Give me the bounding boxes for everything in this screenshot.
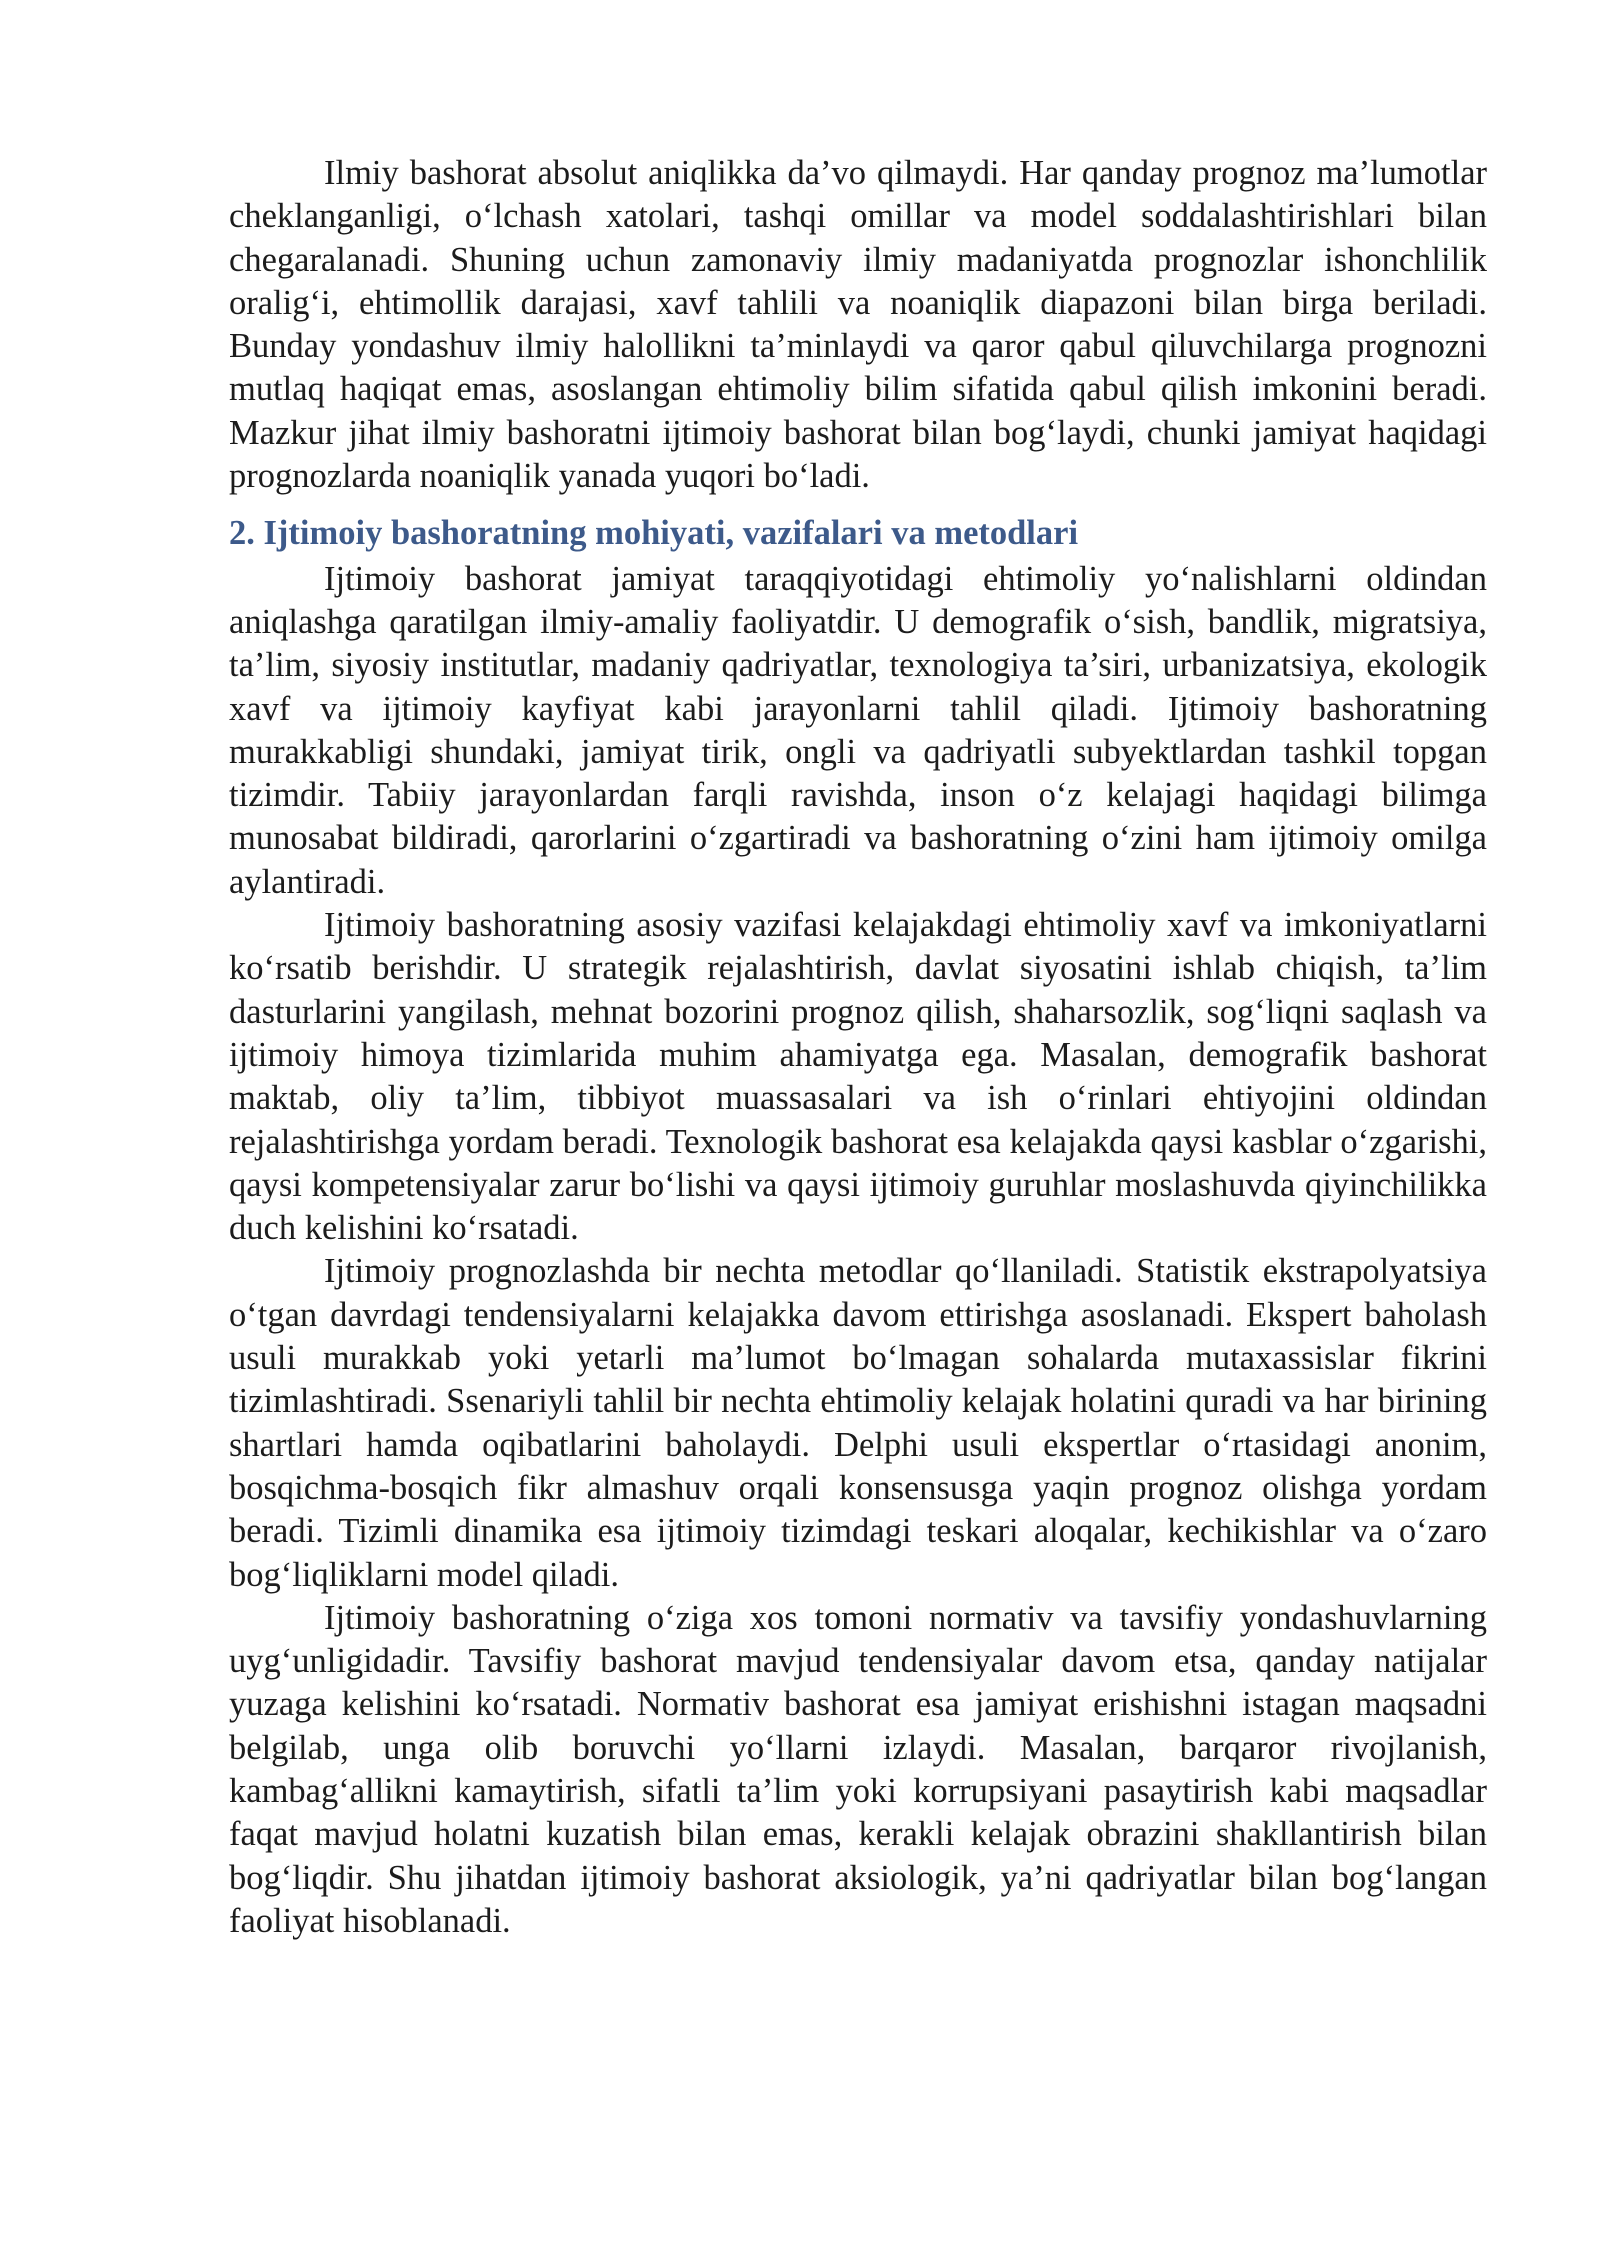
document-page [229,152,1487,1943]
section-heading: 2. Ijtimoiy bashoratning mohiyati, vazifalari va metodlari [229,514,1079,553]
paragraph: Ijtimoiy prognozlashda bir nechta metodlar qo‘llaniladi. Statistik ekstrapolyatsiya o‘tgan davrdagi tendensiyalarni kelajakka davom ettirishga asoslanadi. Ekspert baholash usuli murakkab yoki yetarli ma’lumot bo‘lmagan sohalarda mutaxassislar fikrini tizimlashtiradi. Ssenariyli tahlil bir nechta ehtimoliy kelajak holatini quradi va har birining shartlari hamda oqibatlarini baholaydi. Delphi usuli ekspertlar o‘rtasidagi anonim, bosqichma-bosqich fikr almashuv orqali konsensusga yaqin prognoz olishga yordam beradi. Tizimli dinamika esa ijtimoiy tizimdagi teskari aloqalar, kechikishlar va o‘zaro bog‘liqliklarni model qiladi. [229,1252,1487,1594]
paragraph: Ijtimoiy bashorat jamiyat taraqqiyotidagi ehtimoliy yo‘nalishlarni oldindan aniqlashga qaratilgan ilmiy-amaliy faoliyatdir. U demografik o‘sish, bandlik, migratsiya, ta’lim, siyosiy institutlar, madaniy qadriyatlar, texnologiya ta’siri, urbanizatsiya, ekologik xavf va ijtimoiy kayfiyat kabi jarayonlarni tahlil qiladi. Ijtimoiy bashoratning murakkabligi shundaki, jamiyat tirik, ongli va qadriyatli subyektlardan tashkil topgan tizimdir. Tabiiy jarayonlardan farqli ravishda, inson o‘z kelajagi haqidagi bilimga munosabat bildiradi, qarorlarini o‘zgartiradi va bashoratning o‘zini ham ijtimoiy omilga aylantiradi. [229,559,1487,901]
paragraph: Ijtimoiy bashoratning asosiy vazifasi kelajakdagi ehtimoliy xavf va imkoniyatlarni ko‘rsatib berishdir. U strategik rejalashtirish, davlat siyosatini ishlab chiqish, ta’lim dasturlarini yangilash, mehnat bozorini prognoz qilish, shaharsozlik, sog‘liqni saqlash va ijtimoiy himoya tizimlarida muhim ahamiyatga ega. Masalan, demografik bashorat maktab, oliy ta’lim, tibbiyot muassasalari va ish o‘rinlari ehtiyojini oldindan rejalashtirishga yordam beradi. Texnologik bashorat esa kelajakda qaysi kasblar o‘zgarishi, qaysi kompetensiyalar zarur bo‘lishi va qaysi ijtimoiy guruhlar moslashuvda qiyinchilikka duch kelishini ko‘rsatadi. [229,906,1487,1248]
paragraph: Ilmiy bashorat absolut aniqlikka da’vo qilmaydi. Har qanday prognoz ma’lumotlar cheklanganligi, o‘lchash xatolari, tashqi omillar va model soddalashtirishlari bilan chegaralanadi. Shuning uchun zamonaviy ilmiy madaniyatda prognozlar ishonchlilik oralig‘i, ehtimollik darajasi, xavf tahlili va noaniqlik diapazoni bilan birga beriladi. Bunday yondashuv ilmiy halollikni ta’minlaydi va qaror qabul qiluvchilarga prognozni mutlaq haqiqat emas, asoslangan ehtimoliy bilim sifatida qabul qilish imkonini beradi. Mazkur jihat ilmiy bashoratni ijtimoiy bashorat bilan bog‘laydi, chunki jamiyat haqidagi prognozlarda noaniqlik yanada yuqori bo‘ladi. [229,154,1487,496]
paragraph: Ijtimoiy bashoratning o‘ziga xos tomoni normativ va tavsifiy yondashuvlarning uyg‘unligidadir. Tavsifiy bashorat mavjud tendensiyalar davom etsa, qanday natijalar yuzaga kelishini ko‘rsatadi. Normativ bashorat esa jamiyat erishishni istagan maqsadni belgilab, unga olib boruvchi yo‘llarni izlaydi. Masalan, barqaror rivojlanish, kambag‘allikni kamaytirish, sifatli ta’lim yoki korrupsiyani pasaytirish kabi maqsadlar faqat mavjud holatni kuzatish bilan emas, kerakli kelajak obrazini shakllantirish bilan bog‘liqdir. Shu jihatdan ijtimoiy bashorat aksiologik, ya’ni qadriyatlar bilan bog‘langan faoliyat hisoblanadi. [229,1598,1487,1940]
